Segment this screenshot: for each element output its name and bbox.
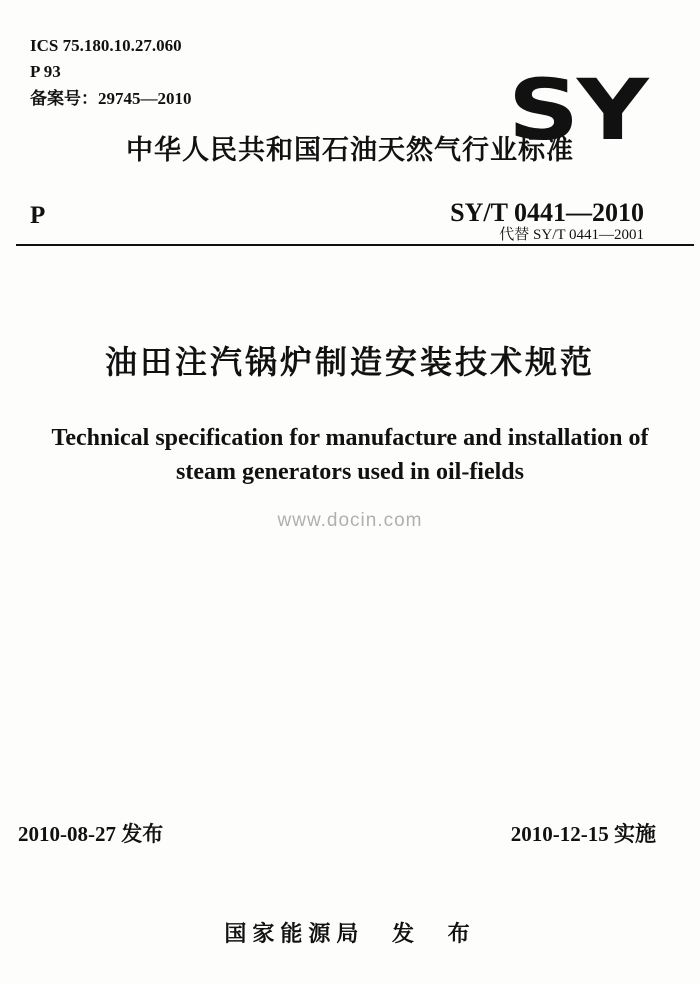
sy-logo: SY [507,61,646,159]
implementation-date: 2010-12-15 实施 [510,822,656,846]
english-title-line-1: Technical specification for manufacture and installation of [51,425,649,451]
replaces-standard: 代替 SY/T 0441—2001 [499,227,644,243]
ics-code: ICS 75.180.10.27.060 [30,36,182,55]
publisher: 国家能源局 发 布 [224,922,476,947]
document-title-english [0,421,700,489]
standard-number: SY/T 0441—2010 [450,198,644,227]
header-divider [16,244,694,246]
watermark: www.docin.com [277,510,423,531]
industry-standard-heading: 中华人民共和国石油天然气行业标准 [126,135,574,166]
document-title-chinese: 油田注汽锅炉制造安装技术规范 [104,343,595,381]
issue-date: 2010-08-27 发布 [18,822,164,846]
category-code: P [30,202,46,229]
english-title-line-2: steam generators used in oil-fields [176,459,524,485]
classification-code: P 93 [30,62,61,81]
record-number: 备案号：29745—2010 [30,89,192,108]
